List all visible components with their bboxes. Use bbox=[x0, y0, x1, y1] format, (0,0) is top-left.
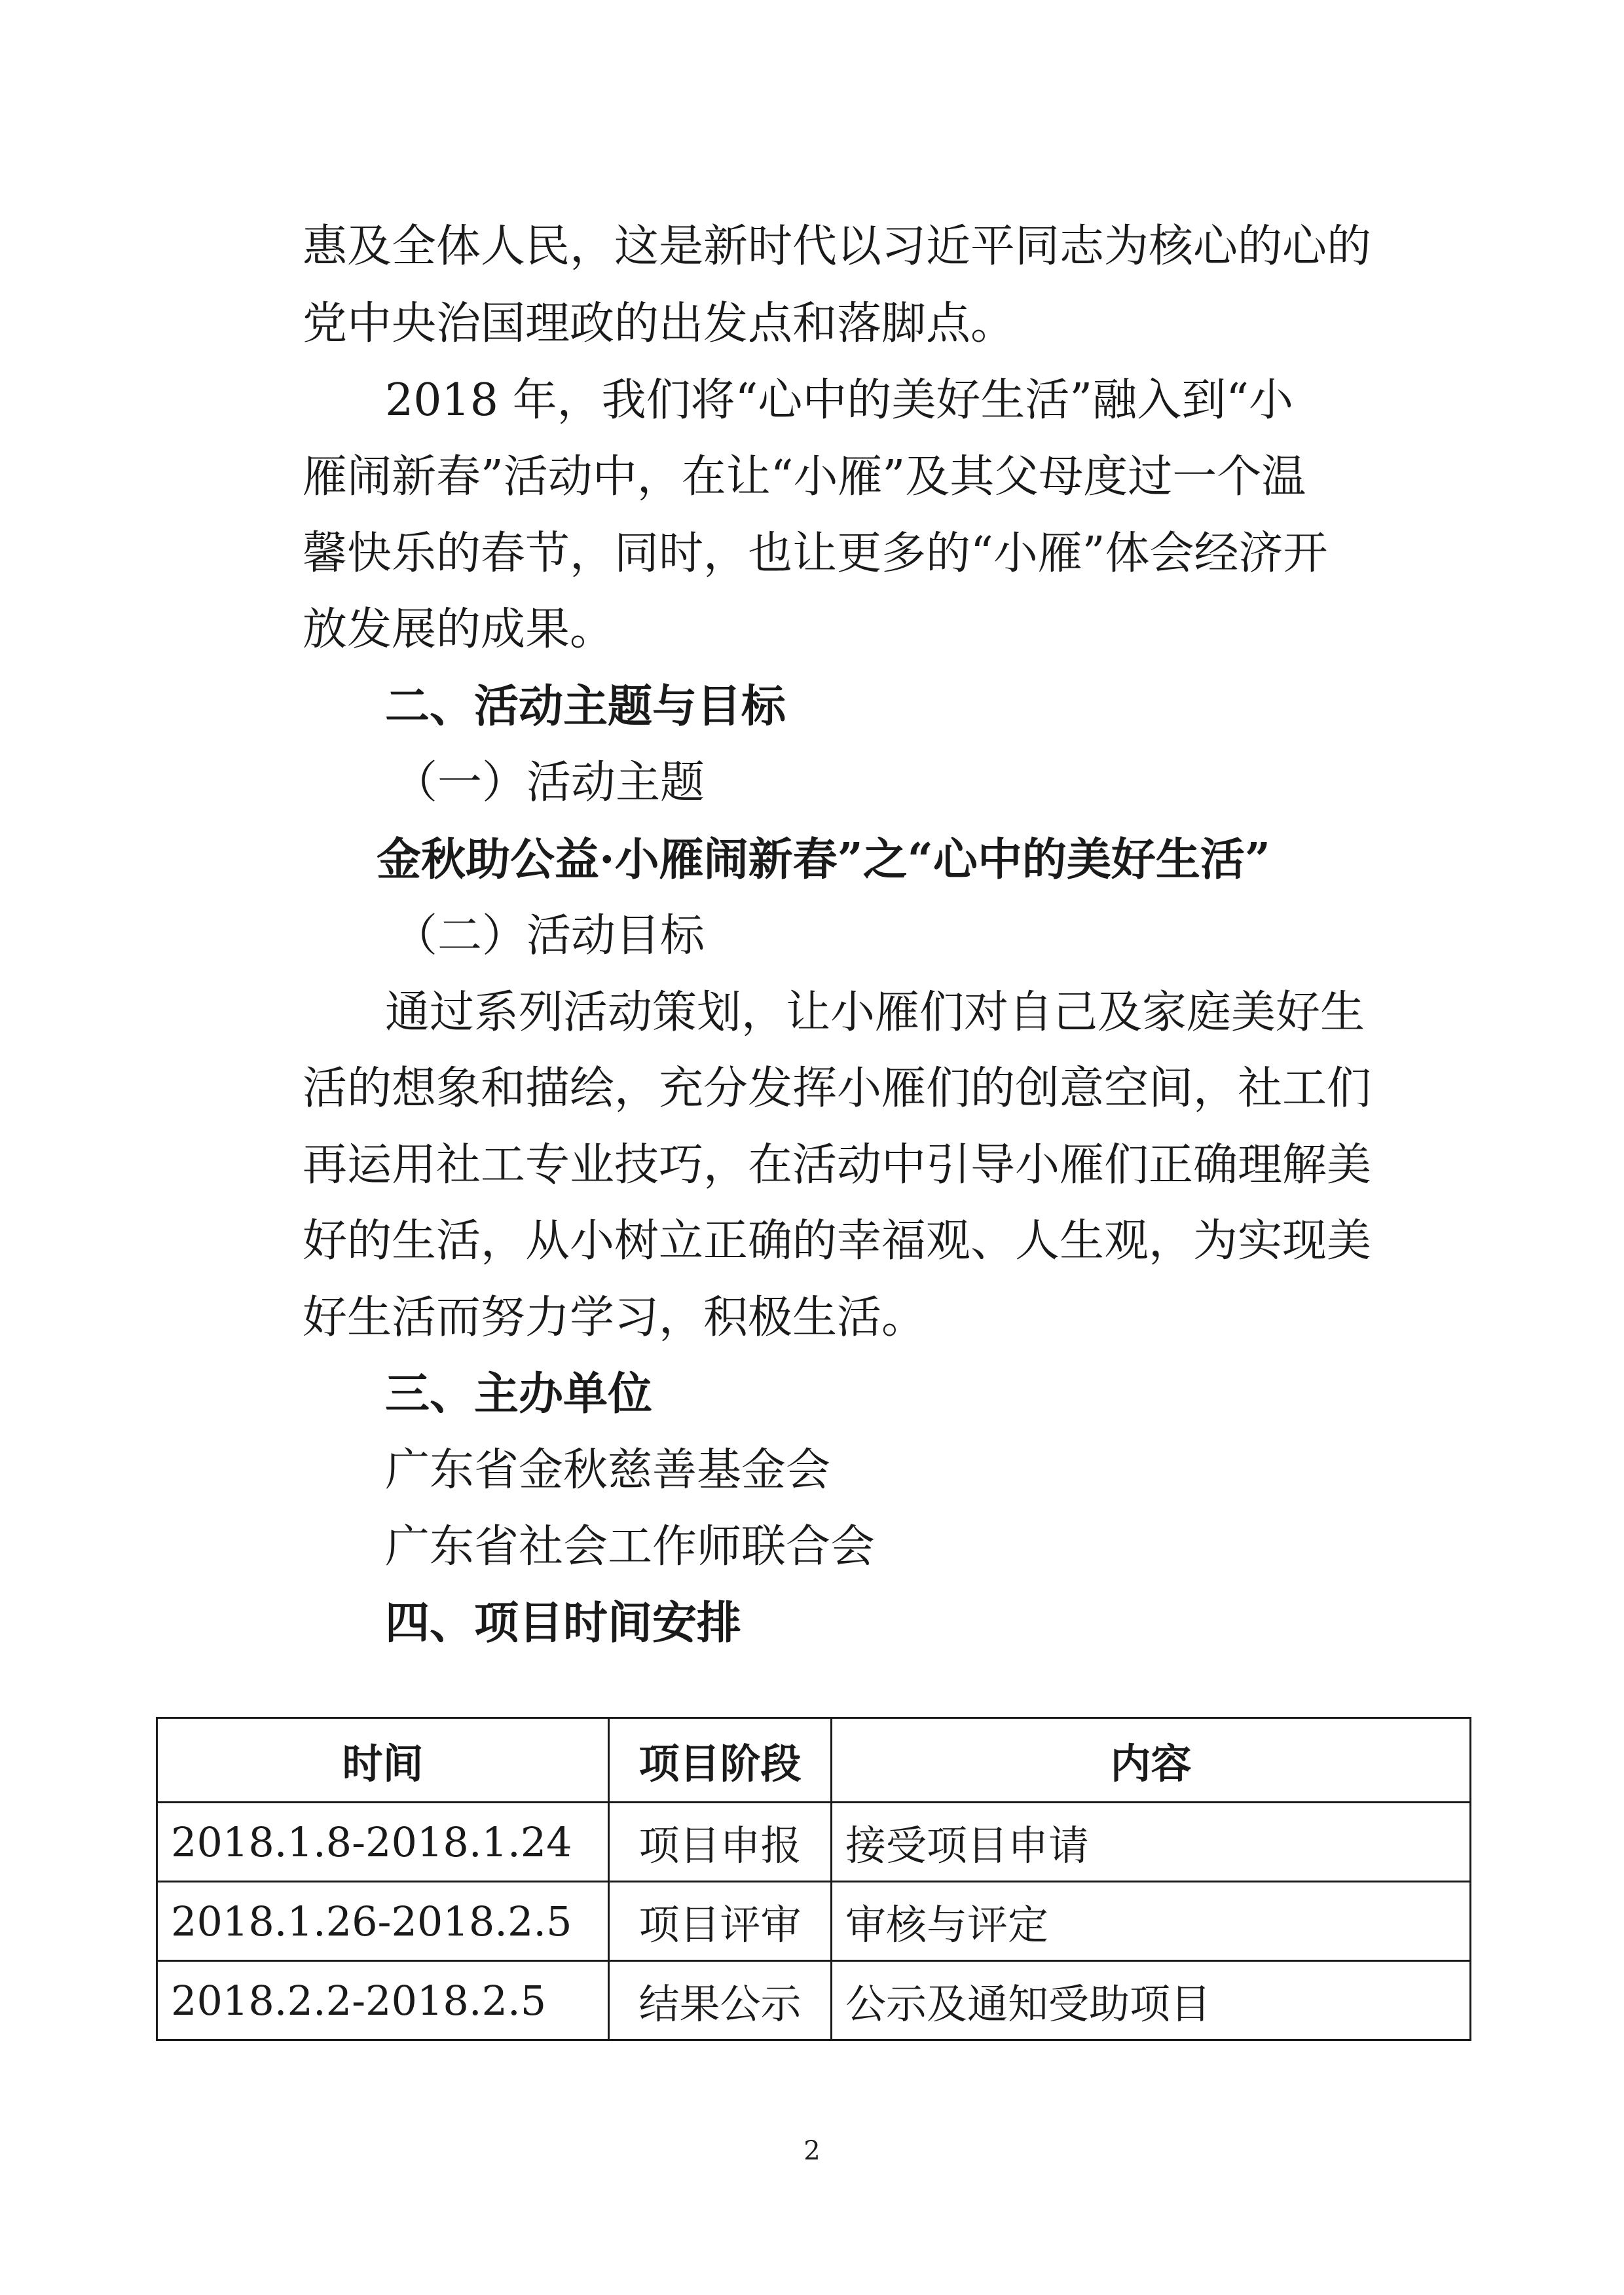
cell-time: 2018.1.8-2018.1.24 bbox=[157, 1803, 609, 1882]
paragraph-line: 好的生活，从小树立正确的幸福观、人生观，为实现美 bbox=[303, 1215, 1372, 1267]
paragraph-line: 活的想象和描绘，充分发挥小雁们的创意空间，社工们 bbox=[303, 1063, 1372, 1114]
organizer-name: 广东省金秋慈善基金会 bbox=[385, 1444, 831, 1496]
cell-content: 公示及通知受助项目 bbox=[832, 1961, 1471, 2040]
paragraph-line: 好生活而努力学习，积极生活。 bbox=[303, 1292, 927, 1344]
paragraph-line: 党中央治国理政的出发点和落脚点。 bbox=[303, 298, 1016, 350]
column-header-stage: 项目阶段 bbox=[609, 1718, 832, 1803]
cell-stage: 结果公示 bbox=[609, 1961, 832, 2040]
paragraph-line: 2018 年，我们将“心中的美好生活”融入到“小 bbox=[385, 375, 1293, 426]
cell-stage: 项目评审 bbox=[609, 1882, 832, 1961]
table-row bbox=[157, 1803, 1471, 1882]
cell-stage: 项目申报 bbox=[609, 1803, 832, 1882]
cell-content: 接受项目申请 bbox=[832, 1803, 1471, 1882]
organizer-name: 广东省社会工作师联合会 bbox=[385, 1521, 876, 1573]
paragraph-line: 通过系列活动策划，让小雁们对自己及家庭美好生 bbox=[385, 987, 1365, 1038]
paragraph-line: 雁闹新春”活动中，在让“小雁”及其父母度过一个温 bbox=[303, 451, 1306, 503]
column-header-content: 内容 bbox=[832, 1718, 1471, 1803]
schedule-table bbox=[156, 1717, 1471, 2041]
table-row bbox=[157, 1882, 1471, 1961]
column-header-time: 时间 bbox=[157, 1718, 609, 1803]
table-header-row bbox=[157, 1718, 1471, 1803]
cell-time: 2018.1.26-2018.2.5 bbox=[157, 1882, 609, 1961]
paragraph-line: 再运用社工专业技巧，在活动中引导小雁们正确理解美 bbox=[303, 1139, 1372, 1191]
paragraph-line: 馨快乐的春节，同时，也让更多的“小雁”体会经济开 bbox=[303, 528, 1328, 579]
subsection-heading: （一）活动主题 bbox=[393, 757, 705, 809]
page-number: 2 bbox=[803, 2136, 821, 2166]
section-heading: 三、主办单位 bbox=[385, 1368, 653, 1420]
activity-theme: 金秋助公益·小雁闹新春”之“心中的美好生活” bbox=[377, 834, 1271, 886]
paragraph-line: 惠及全体人民，这是新时代以习近平同志为核心的心的 bbox=[303, 221, 1372, 272]
section-heading: 二、活动主题与目标 bbox=[385, 681, 786, 733]
subsection-heading: （二）活动目标 bbox=[393, 910, 705, 962]
cell-time: 2018.2.2-2018.2.5 bbox=[157, 1961, 609, 2040]
cell-content: 审核与评定 bbox=[832, 1882, 1471, 1961]
table-row bbox=[157, 1961, 1471, 2040]
paragraph-line: 放发展的成果。 bbox=[303, 604, 615, 655]
section-heading: 四、项目时间安排 bbox=[385, 1598, 742, 1649]
